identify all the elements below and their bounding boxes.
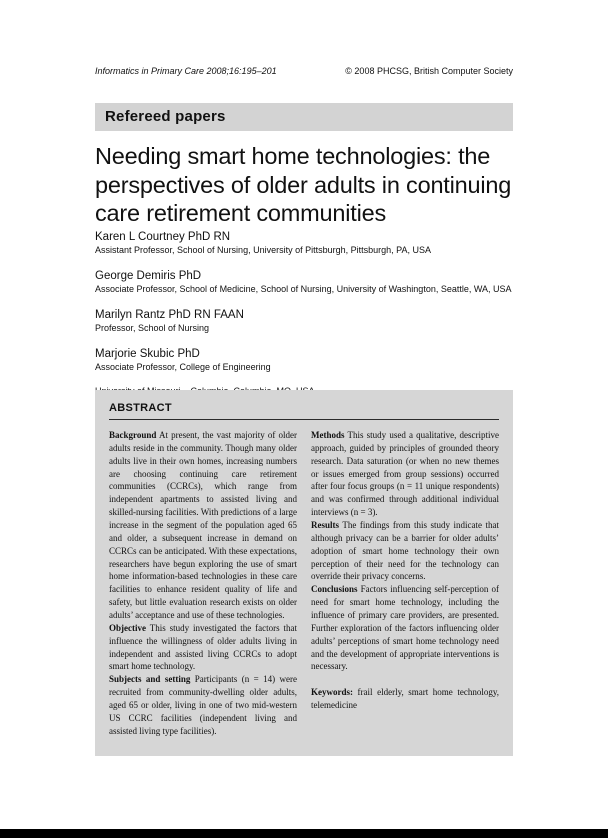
paragraph-text: This study used a qualitative, descriptive approach, guided by principles of grounded theory research. Data saturation (or when no new themes or issues emerged from group sessions) occurred after four focus groups (n = 11 unique respondents) and was confirmed through additional individual interviews (n = 3). bbox=[311, 430, 499, 518]
author-name: Karen L Courtney PhD RN bbox=[95, 231, 231, 243]
paragraph-label: Results bbox=[311, 520, 340, 531]
abstract-paragraph-background bbox=[109, 429, 297, 622]
keywords-label: Keywords: bbox=[311, 687, 353, 698]
paragraph-label: Conclusions bbox=[311, 584, 358, 595]
abstract-paragraph-results bbox=[311, 519, 499, 583]
paper-title: Needing smart home technologies: the perspectives of older adults in continuing care retirement communities bbox=[95, 143, 512, 227]
paragraph-text: At present, the vast majority of older adults reside in the community. Though many older adults live in their own homes, increasing numbers are choosing continuing care retirement communities (CCRCs), which range from independent apartments to assisted living and skilled-nursing facilities. With predictions of a large increase in the segment of the population aged 65 and older, a subsequent increase in demand on CCRCs can be anticipated. With these expectations, researchers have begun exploring the use of smart home information-based technologies in these care facilities to enhance resident quality of life and safety, but little evaluation research exists on older adults’ acceptance and use of these technologies. bbox=[109, 430, 297, 621]
abstract-paragraph-conclusions bbox=[311, 583, 499, 673]
paragraph-text: Participants (n = 14) were recruited from community-dwelling older adults, aged 65 or older, living in one of two mid-western US CCRC facilities (independent living and assisted living type facilities). bbox=[109, 674, 298, 736]
copyright-notice: © 2008 PHCSG, British Computer Society bbox=[345, 66, 513, 76]
paragraph-label: Background bbox=[109, 430, 157, 440]
abstract-heading: ABSTRACT bbox=[109, 402, 172, 414]
section-banner: Refereed papers bbox=[95, 103, 513, 131]
author-block bbox=[95, 269, 513, 296]
abstract-paragraph-objective bbox=[109, 622, 297, 673]
abstract-left-column bbox=[109, 429, 297, 738]
keywords-text: frail elderly, smart home technology, telemedicine bbox=[311, 687, 499, 711]
paragraph-text: Factors influencing self-perception of need for smart home technology, including the influence of primary care providers, are presented. Further exploration of the factors influencing older adults’ perceptions of smart home technology need and the development of appropriate interventions is necessary. bbox=[311, 584, 500, 672]
author-name: Marilyn Rantz PhD RN FAAN bbox=[95, 308, 244, 321]
paragraph-label: Objective bbox=[109, 622, 146, 633]
page-header bbox=[95, 66, 513, 76]
author-block bbox=[95, 347, 513, 374]
abstract-right-column bbox=[311, 429, 499, 738]
paragraph-text: The findings from this study indicate that although privacy can be a barrier for older adults’ adoption of smart home technology their own perception of their need for the technology can override their privacy concerns. bbox=[311, 520, 499, 582]
authors-section bbox=[95, 230, 513, 396]
keywords bbox=[311, 686, 499, 712]
abstract-paragraph-subjects bbox=[109, 673, 297, 737]
author-block bbox=[95, 308, 513, 335]
author-block bbox=[95, 230, 513, 257]
abstract-columns bbox=[109, 429, 499, 738]
paragraph-label: Subjects and setting bbox=[109, 674, 191, 685]
author-affiliation: Assistant Professor, School of Nursing, University of Pittsburgh, Pittsburgh, PA, USA bbox=[95, 245, 431, 256]
paragraph-text: This study investigated the factors that influence the willingness of older adults living in independent and assisted living CCRCs to adopt smart home technology. bbox=[109, 622, 298, 672]
journal-citation: Informatics in Primary Care 2008;16:195–201 bbox=[95, 66, 277, 76]
author-name: George Demiris PhD bbox=[95, 269, 202, 282]
author-affiliation: Professor, School of Nursing bbox=[95, 323, 210, 334]
abstract-rule bbox=[109, 419, 499, 420]
author-name: Marjorie Skubic PhD bbox=[95, 347, 200, 360]
footer-bar bbox=[0, 829, 608, 838]
paragraph-label: Methods bbox=[311, 430, 345, 440]
author-affiliation: Associate Professor, School of Medicine, School of Nursing, University of Washington, Seattle, WA, USA bbox=[95, 284, 512, 295]
abstract-paragraph-methods bbox=[311, 429, 499, 519]
abstract-box bbox=[95, 390, 513, 756]
author-affiliation: Associate Professor, College of Engineering bbox=[95, 362, 271, 373]
